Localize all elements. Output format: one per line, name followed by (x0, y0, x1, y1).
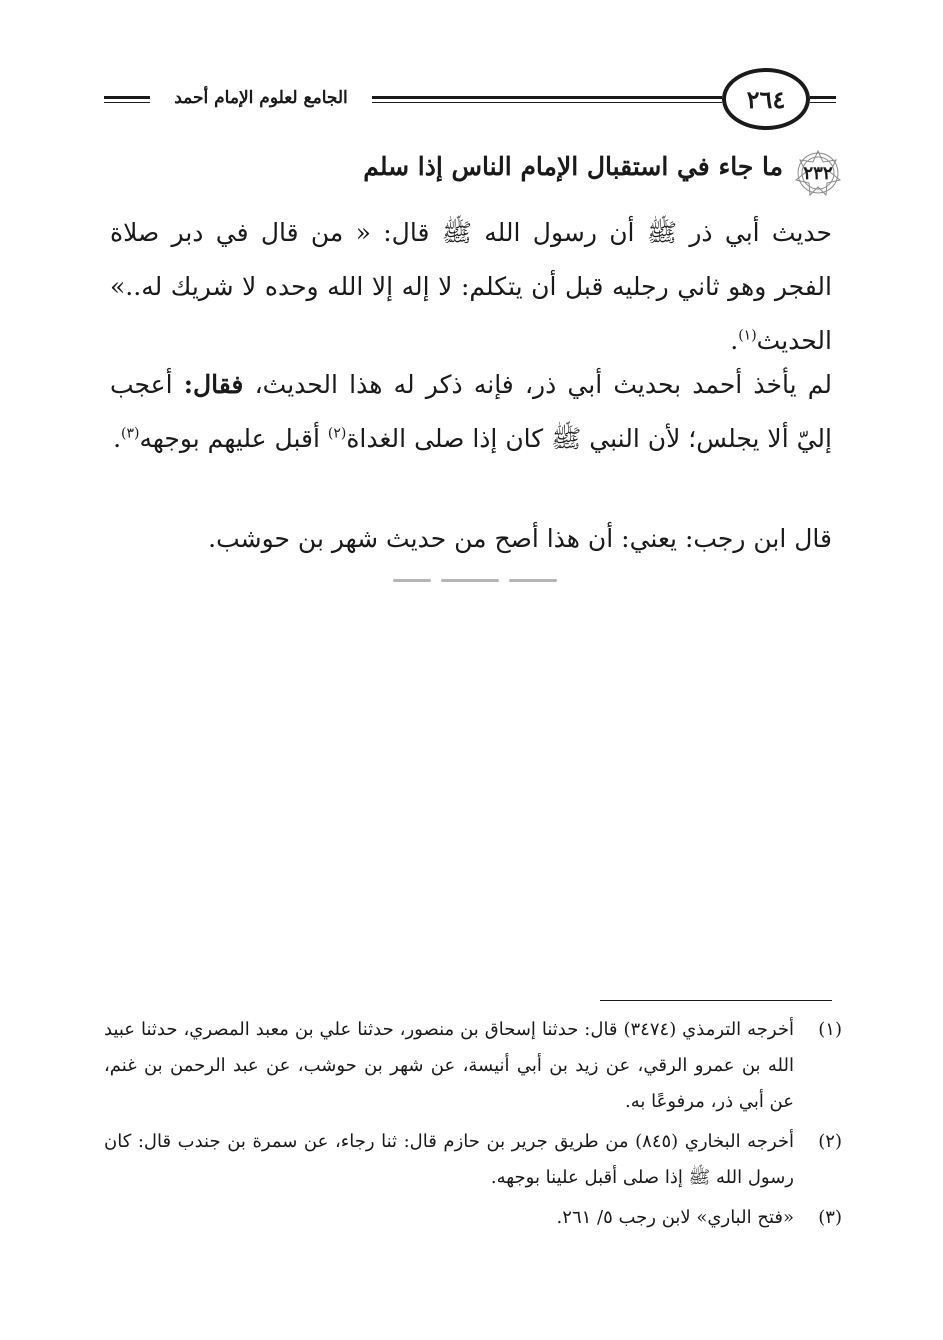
header-rule-right (810, 96, 836, 99)
paragraph-end: . (113, 424, 122, 453)
paragraph-end: . (730, 326, 739, 355)
paragraph-bold-word: فقال: (183, 370, 244, 399)
footnotes (104, 1012, 842, 1240)
footnote-3 (104, 1200, 842, 1236)
paragraph-ahmad-opinion (110, 358, 832, 466)
footnote-text: أخرجه البخاري (٨٤٥) من طريق جرير بن حازم قال: ثنا رجاء، عن سمرة بن جندب قال: كان رسول الله ﷺ إذا صلى أقبل علينا بوجهه. (104, 1131, 794, 1188)
footnote-ref-2: (٢) (327, 425, 347, 442)
page-number-frame (722, 68, 810, 130)
footnote-text: «فتح الباري» لابن رجب ٥/ ٢٦١. (556, 1207, 794, 1228)
page-number: ٢٦٤ (746, 84, 786, 114)
paragraph-text: حديث أبي ذر ﷺ أن رسول الله ﷺ قال: « من قال في دبر صلاة الفجر وهو ثاني رجليه قبل أن يتكلم: لا إله إلا الله وحده لا شريك له..» الحديث (110, 218, 832, 355)
footnote-text: أخرجه الترمذي (٣٤٧٤) قال: حدثنا إسحاق بن منصور، حدثنا علي بن معبد المصري، حدثنا عبيد الله بن عمرو الرقي، عن زيد بن أبي أنيسة، عن شهر بن حوشب، عن عبد الرحمن بن غنم، عن أبي ذر، مرفوعًا به. (104, 1019, 794, 1112)
running-title: الجامع لعلوم الإمام أحمد (150, 86, 372, 110)
chapter-title: ما جاء في استقبال الإمام الناس إذا سلم (363, 152, 783, 181)
chapter-number: ٢٣٢ (803, 162, 833, 184)
footnote-ref-1: (١) (738, 327, 757, 344)
footnote-number: (١) (818, 1019, 842, 1040)
header-rule-right-thin (810, 102, 836, 103)
footnote-number: (٢) (818, 1131, 842, 1152)
footnote-1 (104, 1012, 842, 1120)
paragraph-mid: أعجب إليّ ألا يجلس؛ لأن النبي ﷺ كان إذا صلى الغداة (110, 370, 832, 453)
footnote-ref-3: (٣) (121, 425, 140, 442)
footnote-2 (104, 1124, 842, 1196)
paragraph-tail: أقبل عليهم بوجهه (139, 424, 320, 453)
chapter-number-badge (792, 150, 844, 196)
section-divider-ornament (375, 572, 575, 588)
footnote-number: (٣) (818, 1207, 842, 1228)
paragraph-text: قال ابن رجب: يعني: أن هذا أصح من حديث شهر بن حوشب. (208, 524, 832, 553)
paragraph-hadith (110, 206, 832, 368)
paragraph-lead: لم يأخذ أحمد بحديث أبي ذر، فإنه ذكر له هذا الحديث، (254, 370, 833, 399)
footnote-separator (600, 1000, 832, 1001)
paragraph-ibn-rajab (110, 512, 832, 566)
